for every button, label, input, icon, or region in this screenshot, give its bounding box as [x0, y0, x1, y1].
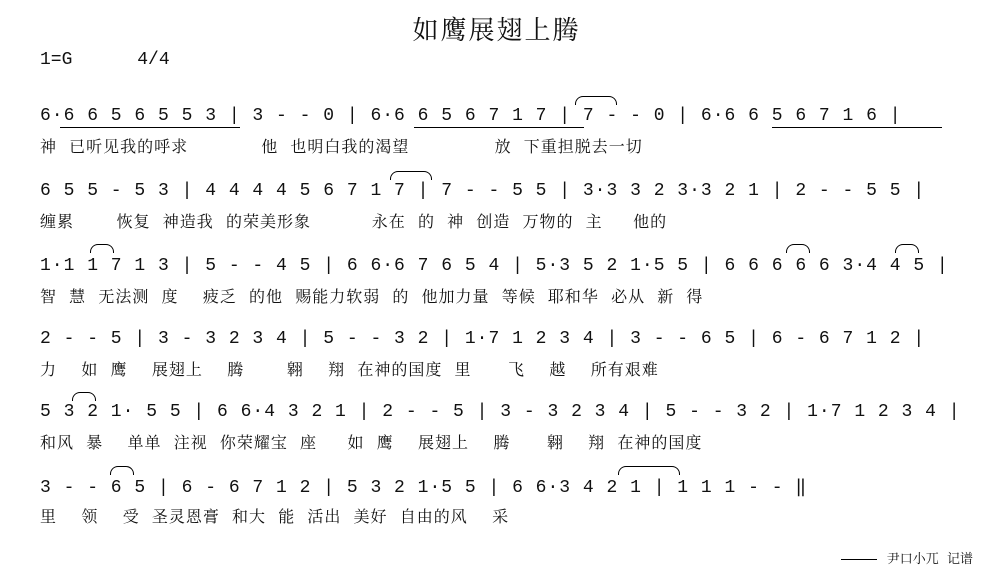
transcriber-credit — [832, 533, 973, 567]
lyrics-line: 神 已听见我的呼求 他 也明白我的渴望 放 下重担脱去一切 — [40, 137, 643, 156]
lyrics-line: 和风 暴 单单 注视 你荣耀宝 座 如 鹰 展翅上 腾 翱 翔 在神的国度 — [40, 433, 703, 452]
slur-mark — [110, 466, 134, 475]
lyrics-line: 力 如 鹰 展翅上 腾 翱 翔 在神的国度 里 飞 越 所有艰难 — [40, 360, 659, 379]
beam-underline — [414, 127, 584, 128]
slur-mark — [90, 244, 114, 253]
notes-line: 6 5 5 - 5 3 | 4 4 4 4 5 6 7 1 7 | 7 - - 5 5 | 3·3 3 2 3·3 2 1 | 2 - - 5 5 | — [40, 181, 926, 201]
lyrics-line: 缠累 恢复 神造我 的荣美形象 永在 的 神 创造 万物的 主 他的 — [40, 212, 668, 231]
lyrics-line: 智 慧 无法测 度 疲乏 的他 赐能力软弱 的 他加力量 等候 耶和华 必从 新 得 — [40, 287, 704, 306]
notes-line: 1·1 1 7 1 3 | 5 - - 4 5 | 6 6·6 7 6 5 4 | 5·3 5 2 1·5 5 | 6 6 6 6 6 3·4 4 5 | — [40, 256, 949, 276]
slur-mark — [618, 466, 680, 475]
slur-mark — [575, 96, 617, 105]
notes-line: 6·6 6 5 6 5 5 3 | 3 - - 0 | 6·6 6 5 6 7 1 7 | 7 - - 0 | 6·6 6 5 6 7 1 6 | — [40, 106, 902, 126]
key-signature-meter: 1=G 4/4 — [40, 50, 170, 70]
slur-mark — [895, 244, 919, 253]
credit-text: 尹口小兀 记谱 — [886, 552, 973, 567]
notes-line: 2 - - 5 | 3 - 3 2 3 4 | 5 - - 3 2 | 1·7 1 2 3 4 | 3 - - 6 5 | 6 - 6 7 1 2 | — [40, 329, 926, 349]
slur-mark — [786, 244, 810, 253]
notes-line: 3 - - 6 5 | 6 - 6 7 1 2 | 5 3 2 1·5 5 | 6 6·3 4 2 1 | 1 1 1 - - ‖ — [40, 478, 808, 498]
beam-underline — [60, 127, 240, 128]
song-title: 如鹰展翅上腾 — [412, 16, 581, 46]
slur-mark — [72, 392, 96, 401]
notes-line: 5 3 2 1· 5 5 | 6 6·4 3 2 1 | 2 - - 5 | 3 - 3 2 3 4 | 5 - - 3 2 | 1·7 1 2 3 4 | — [40, 402, 961, 422]
beam-underline — [772, 127, 942, 128]
credit-dash — [841, 559, 877, 560]
slur-mark — [390, 171, 432, 180]
lyrics-line: 里 领 受 圣灵恩膏 和大 能 活出 美好 自由的风 采 — [40, 507, 510, 526]
